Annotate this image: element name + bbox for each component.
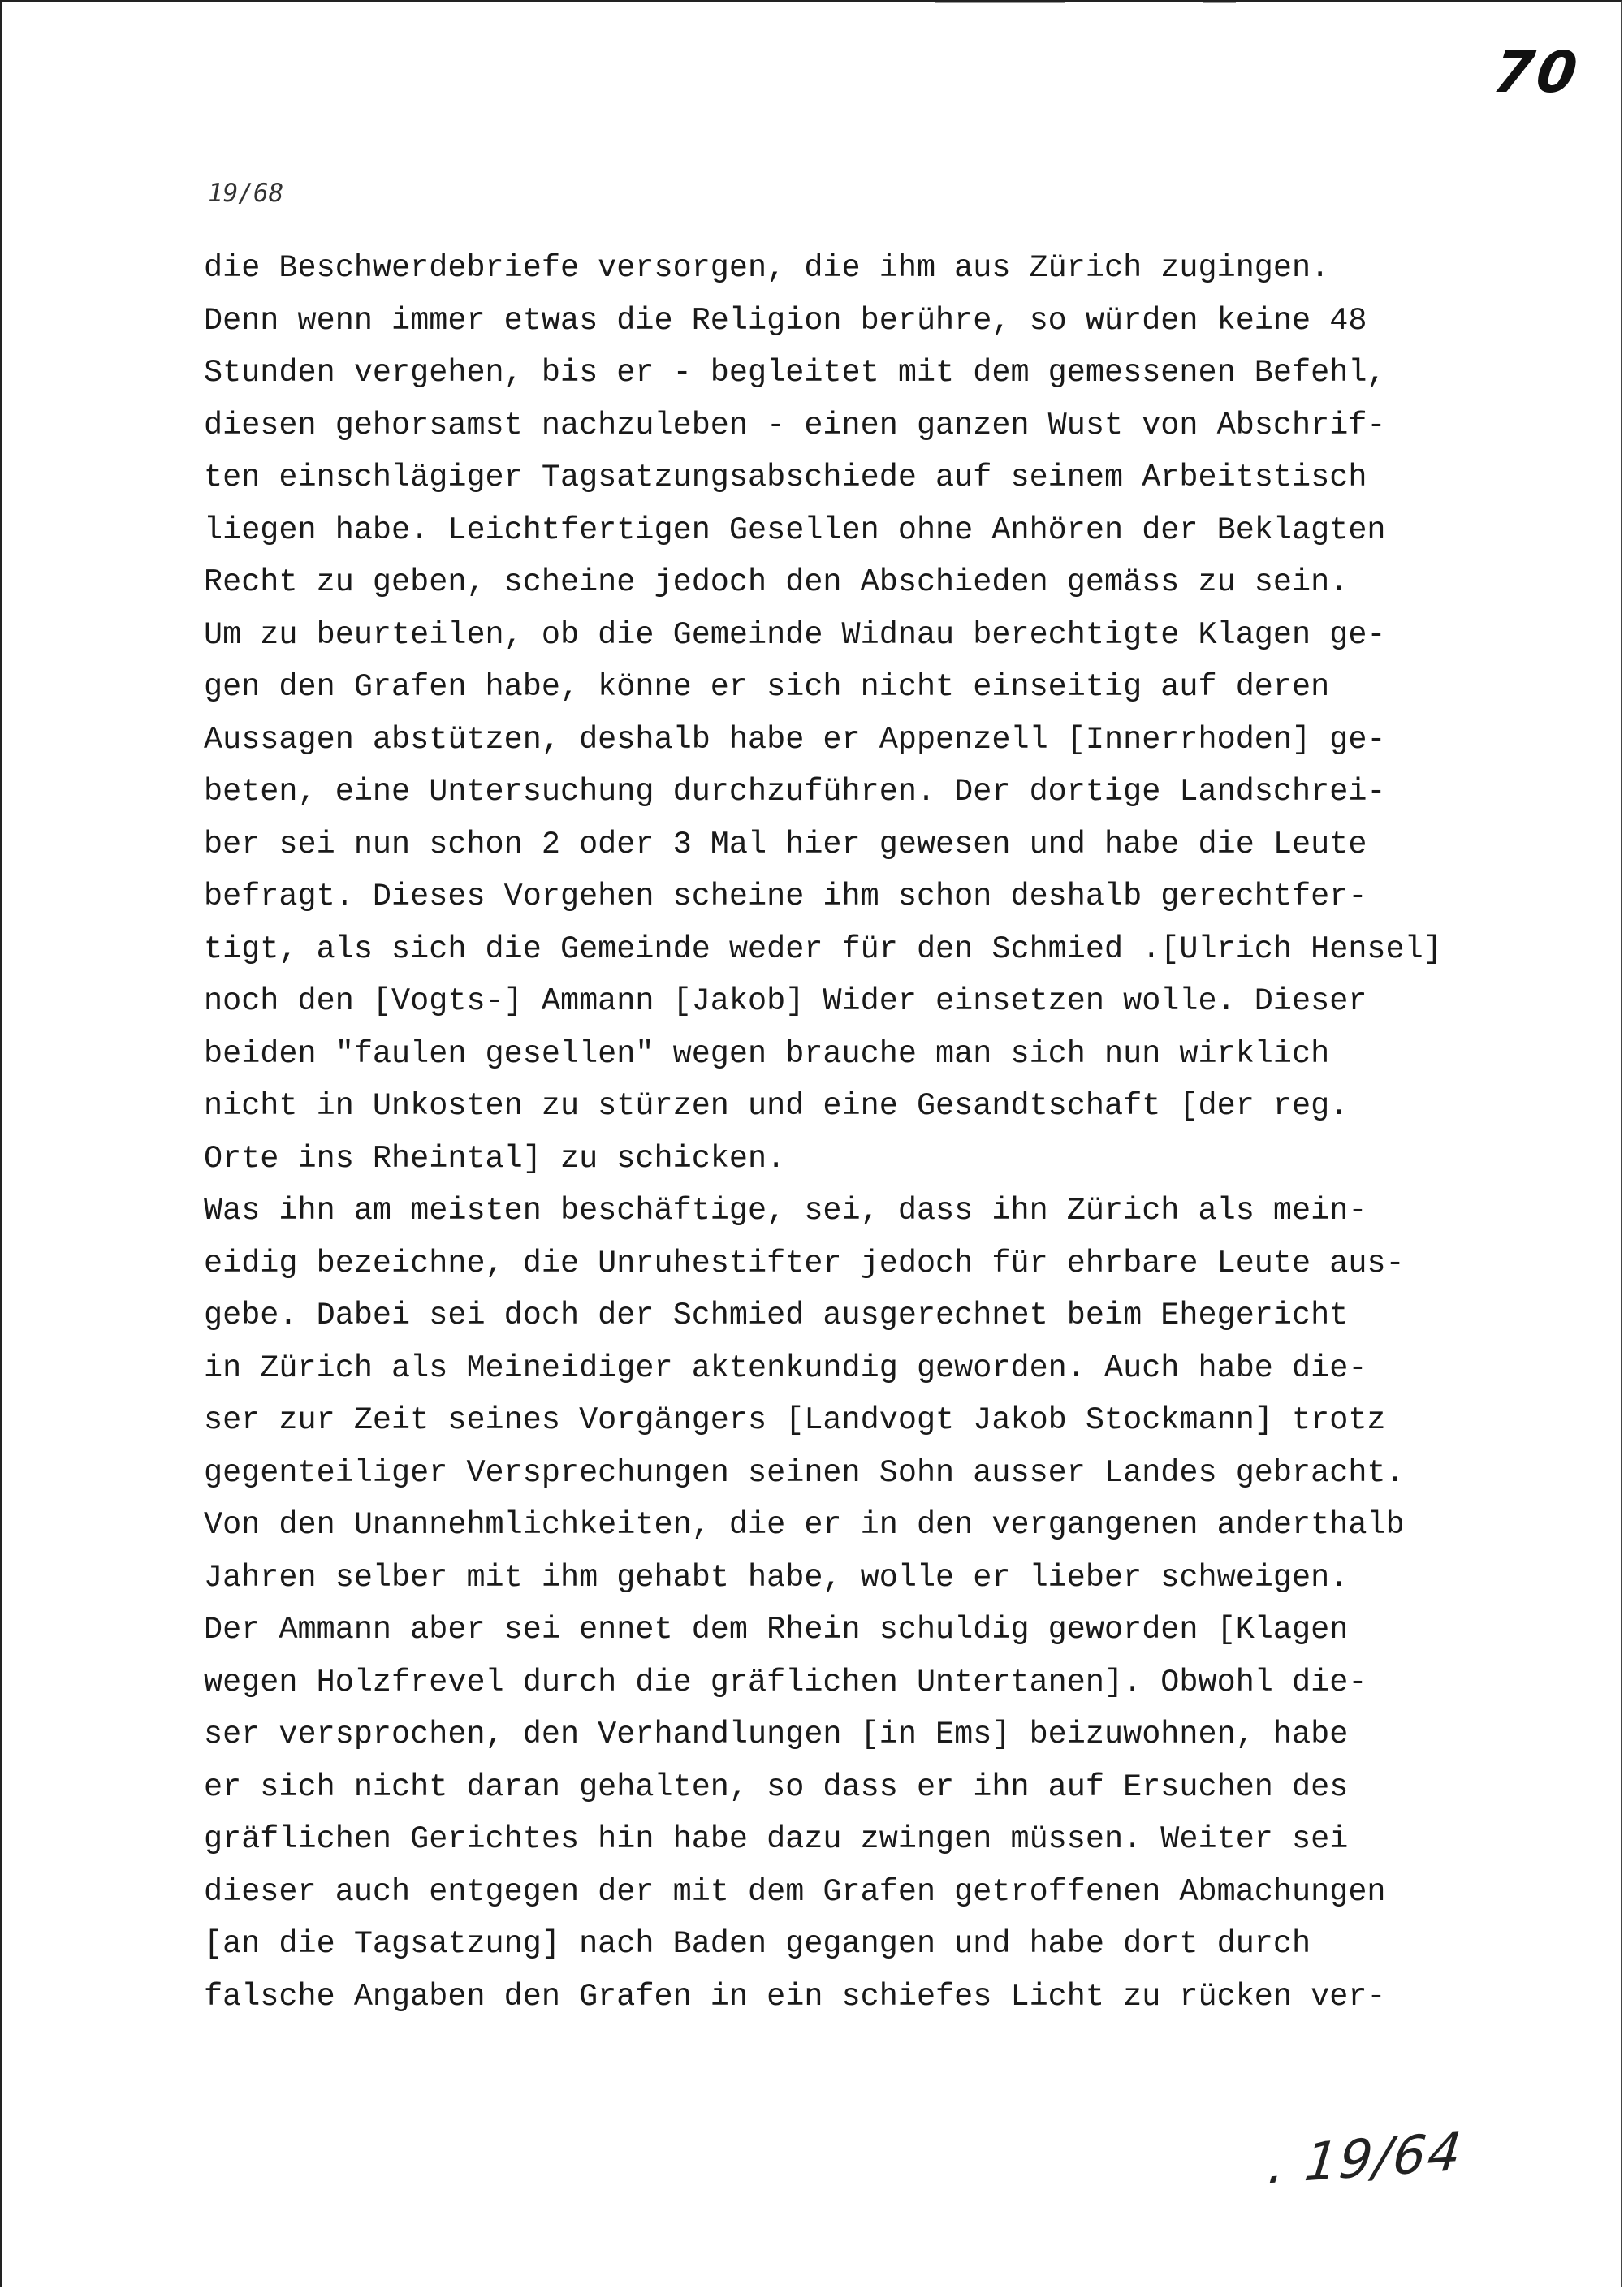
text-line: ser zur Zeit seines Vorgängers [Landvogt Jakob Stockmann] trotz [204, 1402, 1386, 1438]
text-line: befragt. Dieses Vorgehen scheine ihm schon deshalb gerechtfer- [204, 879, 1367, 914]
text-line: Was ihn am meisten beschäftige, sei, dass ihn Zürich als mein- [204, 1193, 1367, 1229]
text-line: dieser auch entgegen der mit dem Grafen getroffenen Abmachungen [204, 1873, 1386, 1910]
page-number: 19/68 [208, 179, 284, 208]
handwritten-page-reference: . 19/64 [1265, 2122, 1466, 2196]
text-line: Aussagen abstützen, deshalb habe er Appenzell [Innerrhoden] ge- [204, 721, 1386, 758]
text-line: noch den [Vogts-] Ammann [Jakob] Wider einsetzen wolle. Dieser [204, 983, 1367, 1019]
text-line: [an die Tagsatzung] nach Baden gegangen und habe dort durch [204, 1926, 1311, 1962]
text-line: Jahren selber mit ihm gehabt habe, wolle er lieber schweigen. [204, 1559, 1349, 1596]
text-line: liegen habe. Leichtfertigen Gesellen ohne Anhören der Beklagten [204, 512, 1386, 548]
text-line: ber sei nun schon 2 oder 3 Mal hier gewesen und habe die Leute [204, 826, 1367, 862]
scan-artifact [1203, 2, 1236, 3]
text-line: beten, eine Untersuchung durchzuführen. Der dortige Landschrei- [204, 774, 1386, 810]
body-text [204, 242, 1503, 2023]
text-line: Um zu beurteilen, ob die Gemeinde Widnau berechtigte Klagen ge- [204, 616, 1386, 653]
text-line: falsche Angaben den Grafen in ein schiefes Licht zu rücken ver- [204, 1978, 1386, 2015]
text-line: gräflichen Gerichtes hin habe dazu zwingen müssen. Weiter sei [204, 1821, 1349, 1857]
text-line: gegenteiliger Versprechungen seinen Sohn ausser Landes gebracht. [204, 1454, 1405, 1491]
text-line: beiden "faulen gesellen" wegen brauche man sich nun wirklich [204, 1035, 1330, 1072]
text-line: gen den Grafen habe, könne er sich nicht einseitig auf deren [204, 669, 1330, 705]
folio-number: 70 [1489, 39, 1585, 106]
text-line: Der Ammann aber sei ennet dem Rhein schuldig geworden [Klagen [204, 1612, 1349, 1648]
text-line: die Beschwerdebriefe versorgen, die ihm aus Zürich zugingen. [204, 250, 1330, 286]
text-line: Recht zu geben, scheine jedoch den Abschieden gemäss zu sein. [204, 564, 1349, 600]
text-line: wegen Holzfrevel durch die gräflichen Untertanen]. Obwohl die- [204, 1664, 1367, 1700]
text-line: Denn wenn immer etwas die Religion berühre, so würden keine 48 [204, 302, 1367, 339]
text-line: gebe. Dabei sei doch der Schmied ausgerechnet beim Ehegericht [204, 1298, 1349, 1333]
text-line: in Zürich als Meineidiger aktenkundig geworden. Auch habe die- [204, 1350, 1367, 1386]
text-line: tigt, als sich die Gemeinde weder für den Schmied .[Ulrich Hensel] [204, 931, 1442, 967]
text-line: nicht in Unkosten zu stürzen und eine Gesandtschaft [der reg. [204, 1088, 1349, 1124]
scan-artifact [935, 2, 1065, 3]
text-line: eidig bezeichne, die Unruhestifter jedoch für ehrbare Leute aus- [204, 1245, 1405, 1281]
text-line: Orte ins Rheintal] zu schicken. [204, 1140, 786, 1177]
text-line: ten einschlägiger Tagsatzungsabschiede auf seinem Arbeitstisch [204, 460, 1367, 495]
text-line: Von den Unannehmlichkeiten, die er in den vergangenen anderthalb [204, 1507, 1405, 1543]
text-line: ser versprochen, den Verhandlungen [in Ems] beizuwohnen, habe [204, 1717, 1349, 1752]
text-line: diesen gehorsamst nachzuleben - einen ganzen Wust von Abschrif- [204, 407, 1386, 443]
text-line: Stunden vergehen, bis er - begleitet mit dem gemessenen Befehl, [204, 355, 1386, 391]
text-line: er sich nicht daran gehalten, so dass er ihn auf Ersuchen des [204, 1769, 1349, 1805]
